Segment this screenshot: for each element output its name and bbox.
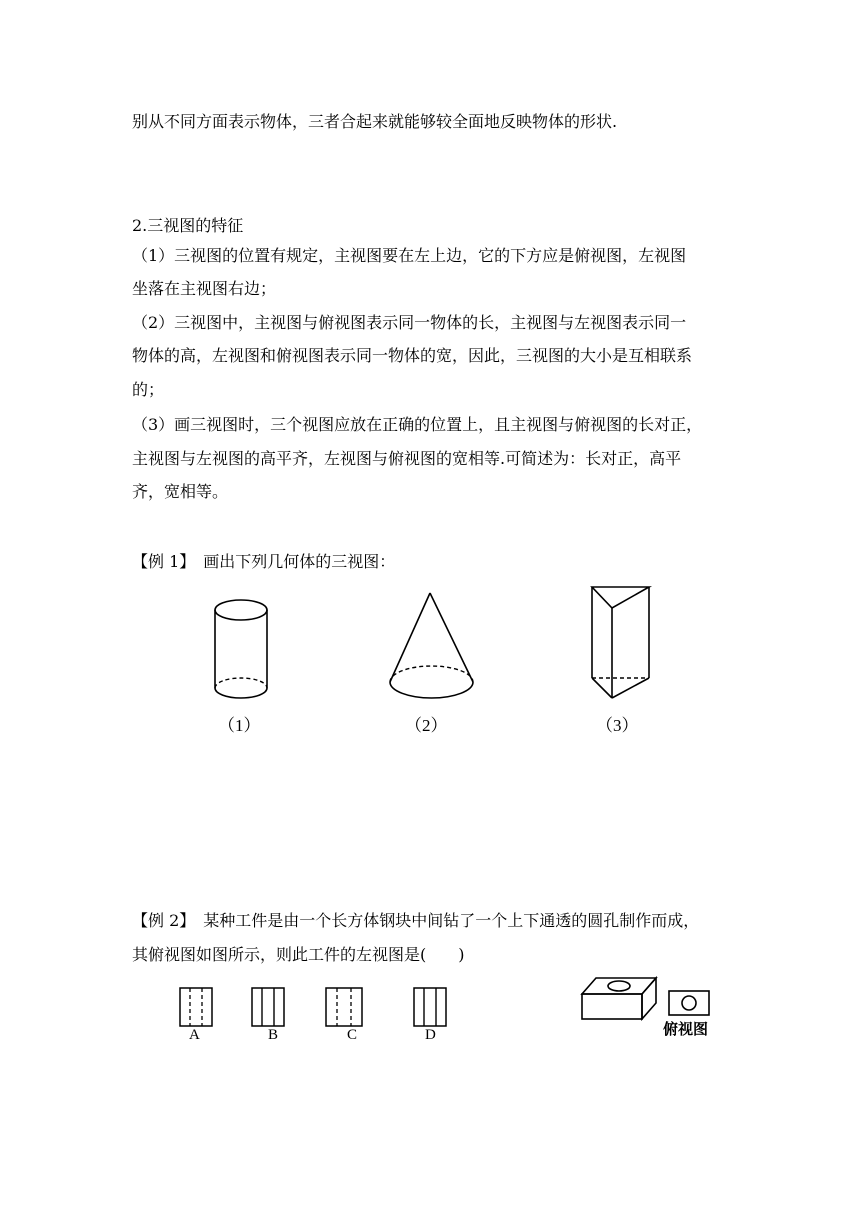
figure-label-2: （2）	[405, 716, 448, 735]
figure-label-3: （3）	[596, 716, 639, 735]
item2-line3: 的；	[132, 380, 165, 399]
option-label-c: C	[347, 1027, 358, 1043]
example2-line1: 【例 2】 某种工件是由一个长方体钢块中间钻了一个上下通透的圆孔制作而成，	[132, 911, 700, 930]
item2-line2: 物体的高，左视图和俯视图表示同一物体的宽，因此，三视图的大小是互相联系	[132, 346, 693, 365]
item2-line1: （2）三视图中，主视图与俯视图表示同一物体的长，主视图与左视图表示同一	[132, 313, 687, 332]
top-view-figure	[666, 988, 712, 1018]
item1-line1: （1）三视图的位置有规定，主视图要在左上边，它的下方应是俯视图，左视图	[132, 246, 687, 265]
option-c-figure	[322, 986, 366, 1028]
prism-figure	[586, 584, 656, 704]
option-label-b: B	[268, 1027, 279, 1043]
option-label-a: A	[189, 1027, 200, 1043]
cylinder-figure	[208, 596, 274, 704]
option-b-figure	[248, 986, 288, 1028]
section-heading: 2.三视图的特征	[132, 216, 244, 235]
workpiece-figure	[580, 975, 660, 1023]
item1-line2: 坐落在主视图右边；	[132, 279, 277, 298]
figure-label-1: （1）	[218, 716, 261, 735]
item3-line3: 齐，宽相等。	[132, 482, 229, 501]
cone-figure	[384, 590, 480, 706]
top-view-label: 俯视图	[663, 1020, 709, 1038]
intro-line: 别从不同方面表示物体，三者合起来就能够较全面地反映物体的形状.	[132, 112, 618, 131]
item3-line2: 主视图与左视图的高平齐，左视图与俯视图的宽相等.可简述为：长对正，高平	[132, 449, 682, 468]
example1-text: 【例 1】 画出下列几何体的三视图：	[132, 552, 396, 571]
item3-line1: （3）画三视图时，三个视图应放在正确的位置上，且主视图与俯视图的长对正，	[132, 415, 703, 434]
option-label-d: D	[425, 1027, 436, 1043]
option-d-figure	[410, 986, 450, 1028]
option-a-figure	[176, 986, 216, 1028]
example2-line2: 其俯视图如图所示，则此工件的左视图是( )	[132, 945, 465, 964]
